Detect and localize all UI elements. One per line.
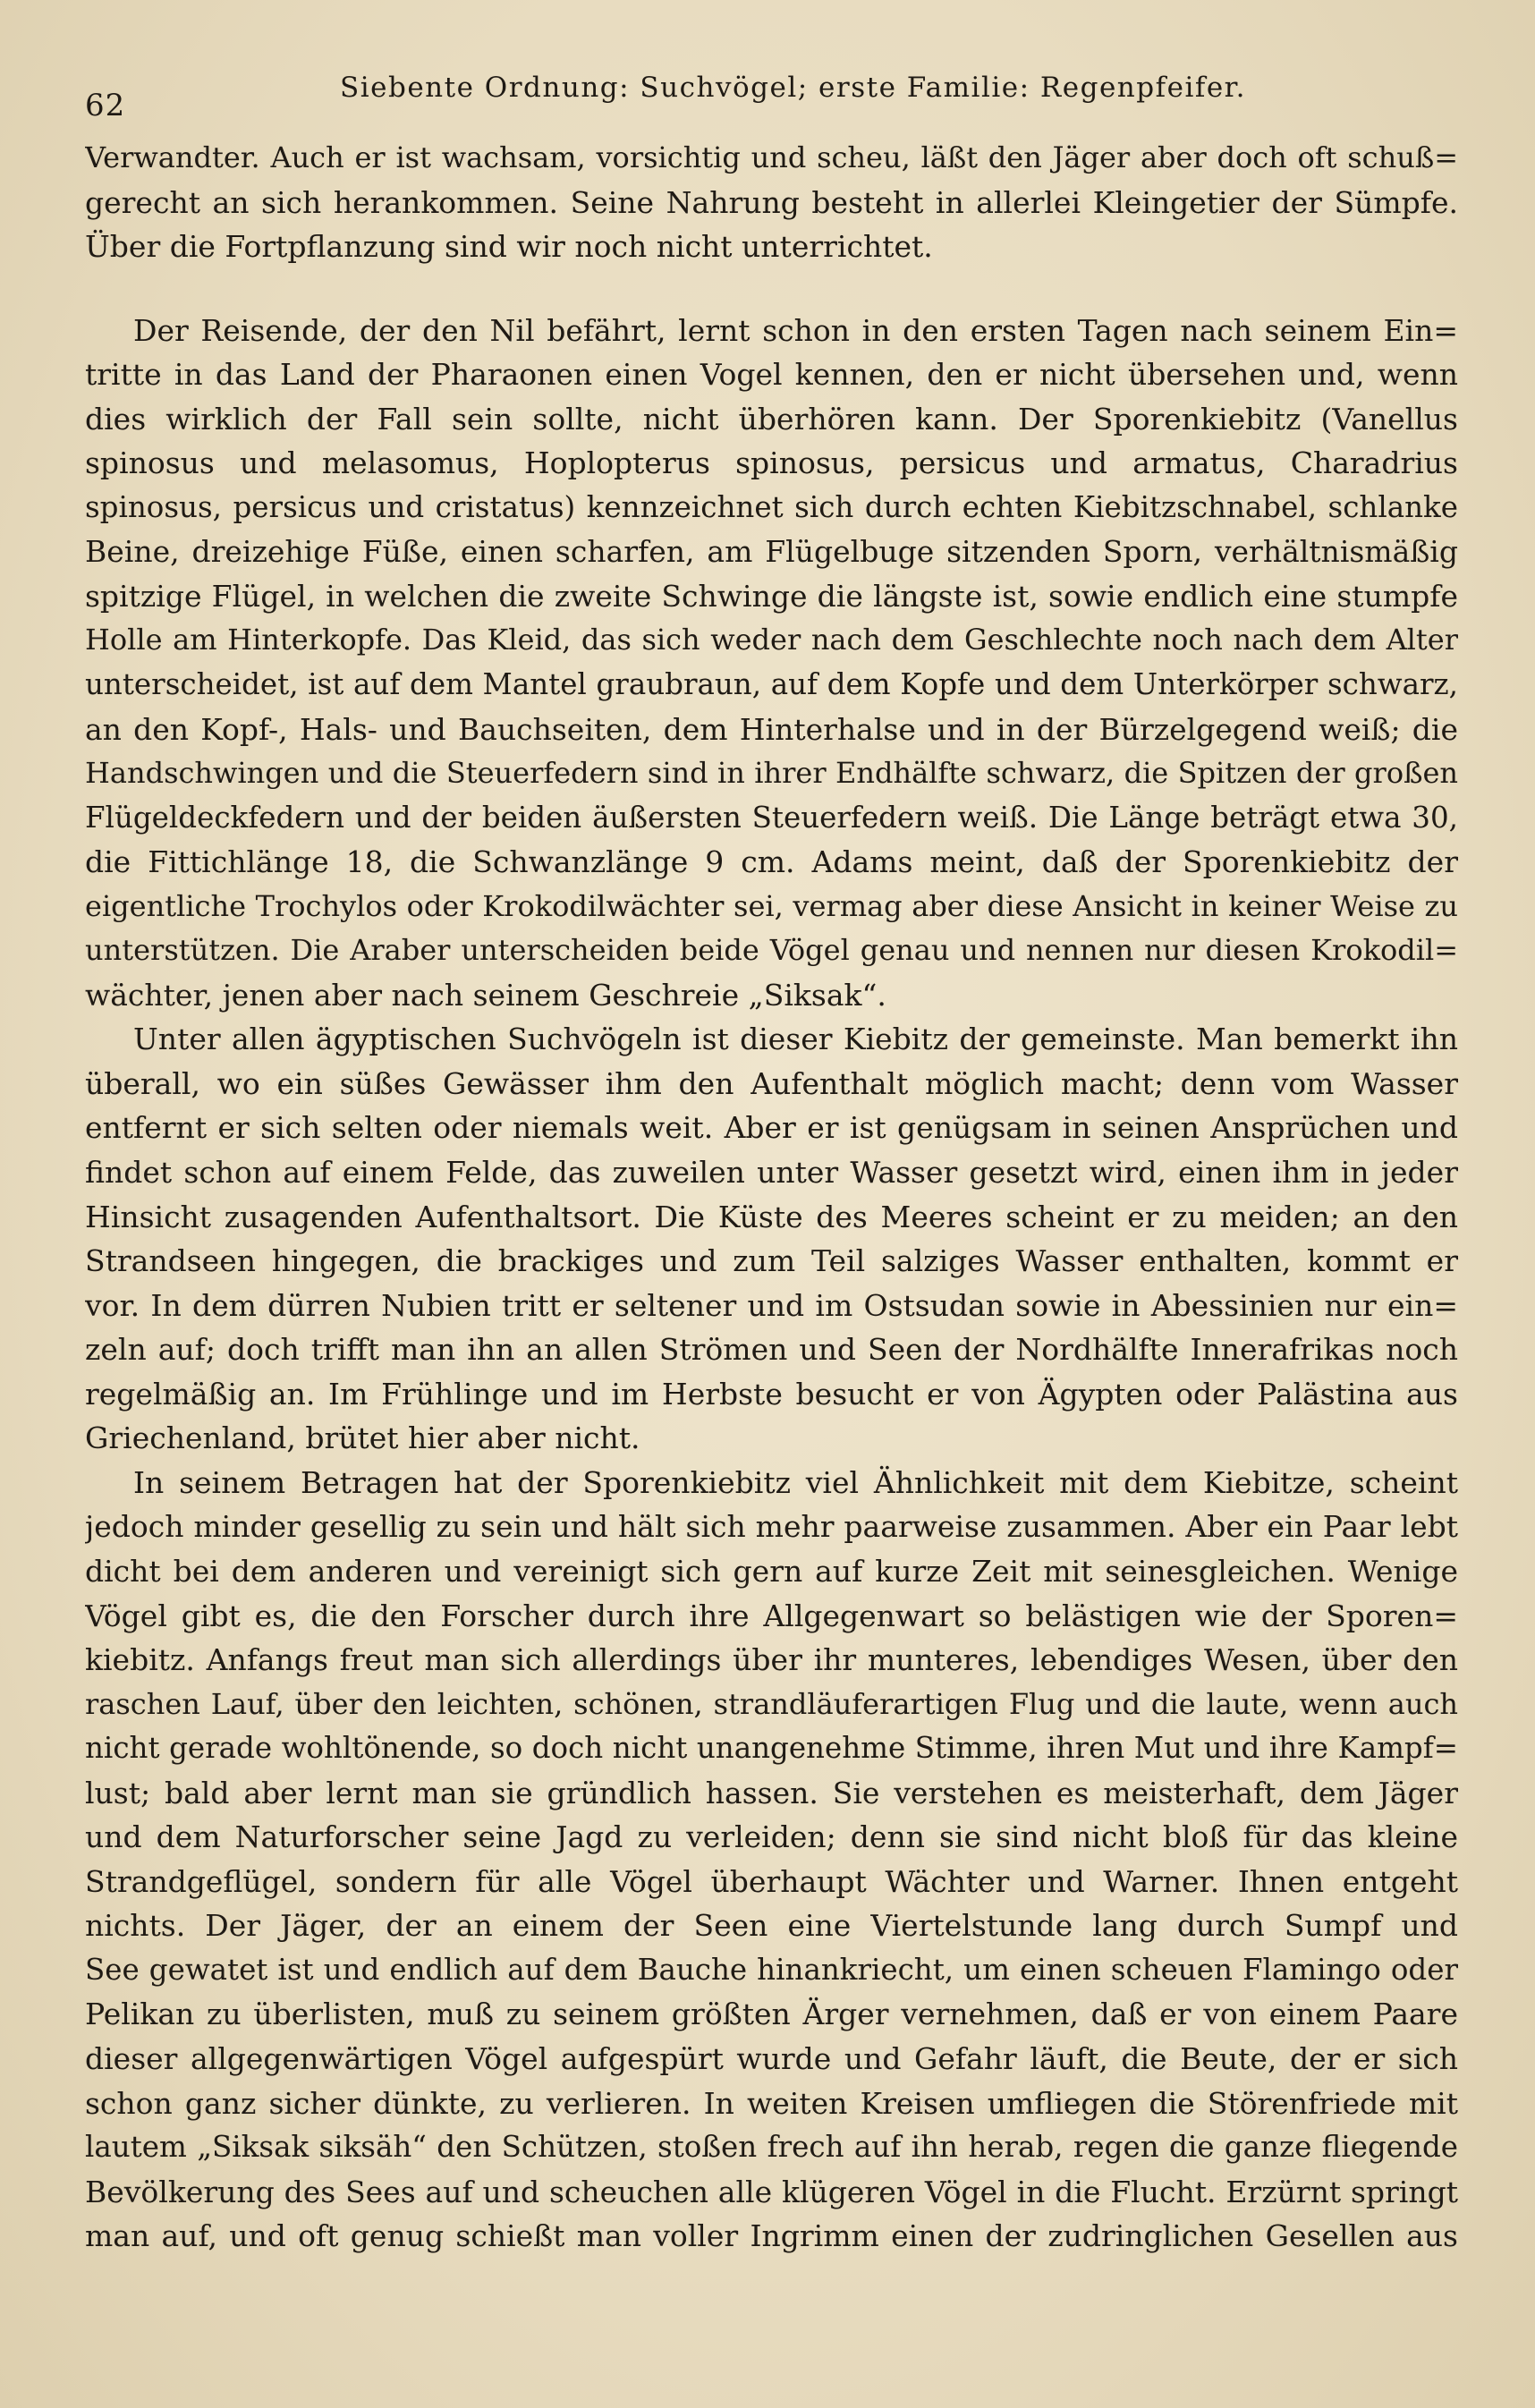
text-line: Der Reisende, der den Nil befährt, lernt schon in den ersten Tagen nach seinem Ein=	[133, 312, 1458, 348]
text-line: spitzige Flügel, in welchen die zweite Schwinge die längste ist, sowie endlich eine stumpfe	[85, 578, 1458, 614]
text-line: jedoch minder gesellig zu sein und hält sich mehr paarweise zusammen. Aber ein Paar lebt	[85, 1509, 1458, 1545]
text-line: gerecht an sich herankommen. Seine Nahrung besteht in allerlei Kleingetier der Sümpfe.	[85, 184, 1458, 220]
text-line: nichts. Der Jäger, der an einem der Seen eine Viertelstunde lang durch Sumpf und	[85, 1908, 1458, 1944]
text-line: See gewatet ist und endlich auf dem Bauche hinankriecht, um einen scheuen Flamingo oder	[85, 1952, 1458, 1987]
paragraph	[85, 136, 1458, 269]
text-line: spinosus und melasomus, Hoplopterus spinosus, persicus und armatus, Charadrius	[85, 445, 1458, 481]
text-line: die Fittichlänge 18, die Schwanzlänge 9 cm. Adams meint, daß der Sporenkiebitz der	[85, 844, 1458, 880]
text-line: nicht gerade wohltönende, so doch nicht unangenehme Stimme, ihren Mut und ihre Kampf=	[85, 1731, 1458, 1766]
text-line: Bevölkerung des Sees auf und scheuchen alle klügeren Vögel in die Flucht. Erzürnt springt	[85, 2174, 1458, 2209]
paragraph	[85, 1017, 1458, 1460]
text-line: überall, wo ein süßes Gewässer ihm den Aufenthalt möglich macht; denn vom Wasser	[85, 1065, 1458, 1101]
text-line: eigentliche Trochylos oder Krokodilwächter sei, vermag aber diese Ansicht in keiner Weise zu	[85, 888, 1458, 923]
text-line: Griechenland, brütet hier aber nicht.	[85, 1420, 640, 1456]
text-line: Flügeldeckfedern und der beiden äußersten Steuerfedern weiß. Die Länge beträgt etwa 30,	[85, 800, 1458, 835]
text-line: Handschwingen und die Steuerfedern sind in ihrer Endhälfte schwarz, die Spitzen der großen	[85, 756, 1458, 791]
text-line: spinosus, persicus und cristatus) kennzeichnet sich durch echten Kiebitzschnabel, schlanke	[85, 489, 1458, 524]
text-line: Über die Fortpflanzung sind wir noch nicht unterrichtet.	[85, 229, 933, 265]
text-line: unterstützen. Die Araber unterscheiden beide Vögel genau und nennen nur diesen Krokodil=	[85, 933, 1458, 968]
text-line: Vögel gibt es, die den Forscher durch ihre Allgegenwart so belästigen wie der Sporen=	[85, 1598, 1458, 1633]
text-line: Beine, dreizehige Füße, einen scharfen, am Flügelbuge sitzenden Sporn, verhältnismäßig	[85, 534, 1458, 570]
text-line: In seinem Betragen hat der Sporenkiebitz viel Ähnlichkeit mit dem Kiebitze, scheint	[133, 1464, 1458, 1500]
text-line: raschen Lauf, über den leichten, schönen, strandläuferartigen Flug und die laute, wenn auch	[85, 1686, 1458, 1721]
paragraph-gap	[85, 269, 1458, 309]
text-line: lautem „Siksak siksäh“ den Schützen, stoßen frech auf ihn herab, regen die ganze fliegende	[85, 2130, 1458, 2165]
text-line: dicht bei dem anderen und vereinigt sich gern auf kurze Zeit mit seinesgleichen. Wenige	[85, 1553, 1458, 1589]
text-line: an den Kopf-, Hals- und Bauchseiten, dem Hinterhalse und in der Bürzelgegend weiß; die	[85, 711, 1458, 747]
text-line: dieser allgegenwärtigen Vögel aufgespürt wurde und Gefahr läuft, die Beute, der er sich	[85, 2040, 1458, 2076]
running-head-title: Siebente Ordnung: Suchvögel; erste Familie: Regenpfeifer.	[340, 72, 1246, 104]
text-line: Verwandter. Auch er ist wachsam, vorsichtig und scheu, läßt den Jäger aber doch oft schuß=	[85, 140, 1458, 174]
text-line: kiebitz. Anfangs freut man sich allerdings über ihr munteres, lebendiges Wesen, über den	[85, 1642, 1458, 1678]
paragraph	[85, 309, 1458, 1018]
running-head	[85, 72, 1467, 125]
text-line: lust; bald aber lernt man sie gründlich hassen. Sie verstehen es meisterhaft, dem Jäger	[85, 1775, 1458, 1810]
text-line: Strandseen hingegen, die brackiges und zum Teil salziges Wasser enthalten, kommt er	[85, 1243, 1458, 1279]
text-line: entfernt er sich selten oder niemals weit. Aber er ist genügsam in seinen Ansprüchen und	[85, 1110, 1458, 1146]
text-line: regelmäßig an. Im Frühlinge und im Herbste besucht er von Ägypten oder Palästina aus	[85, 1376, 1458, 1412]
text-line: zeln auf; doch trifft man ihn an allen Strömen und Seen der Nordhälfte Innerafrikas noch	[85, 1332, 1458, 1368]
page-body	[85, 136, 1458, 2259]
paragraph	[85, 1461, 1458, 2259]
text-line: Hinsicht zusagenden Aufenthaltsort. Die Küste des Meeres scheint er zu meiden; an den	[85, 1199, 1458, 1234]
text-line: tritte in das Land der Pharaonen einen Vogel kennen, den er nicht übersehen und, wenn	[85, 357, 1458, 393]
text-line: findet schon auf einem Felde, das zuweilen unter Wasser gesetzt wird, einen ihm in jeder	[85, 1155, 1458, 1191]
page-number: 62	[85, 88, 126, 123]
text-line: Pelikan zu überlisten, muß zu seinem größten Ärger vernehmen, daß er von einem Paare	[85, 1997, 1458, 2032]
text-line: schon ganz sicher dünkte, zu verlieren. In weiten Kreisen umfliegen die Störenfriede mit	[85, 2085, 1458, 2121]
text-line: Unter allen ägyptischen Suchvögeln ist dieser Kiebitz der gemeinste. Man bemerkt ihn	[133, 1022, 1458, 1057]
text-line: wächter, jenen aber nach seinem Geschreie „Siksak“.	[85, 977, 886, 1013]
text-line: dies wirklich der Fall sein sollte, nicht überhören kann. Der Sporenkiebitz (Vanellus	[85, 401, 1458, 437]
text-line: vor. In dem dürren Nubien tritt er seltener und im Ostsudan sowie in Abessinien nur ein=	[85, 1287, 1458, 1323]
text-line: Strandgeflügel, sondern für alle Vögel überhaupt Wächter und Warner. Ihnen entgeht	[85, 1863, 1458, 1899]
text-line: man auf, und oft genug schießt man voller Ingrimm einen der zudringlichen Gesellen aus	[85, 2218, 1458, 2254]
text-line: Holle am Hinterkopfe. Das Kleid, das sich weder nach dem Geschlechte noch nach dem Alter	[85, 623, 1458, 657]
text-line: und dem Naturforscher seine Jagd zu verleiden; denn sie sind nicht bloß für das kleine	[85, 1819, 1458, 1855]
text-line: unterscheidet, ist auf dem Mantel graubraun, auf dem Kopfe und dem Unterkörper schwarz,	[85, 667, 1458, 702]
